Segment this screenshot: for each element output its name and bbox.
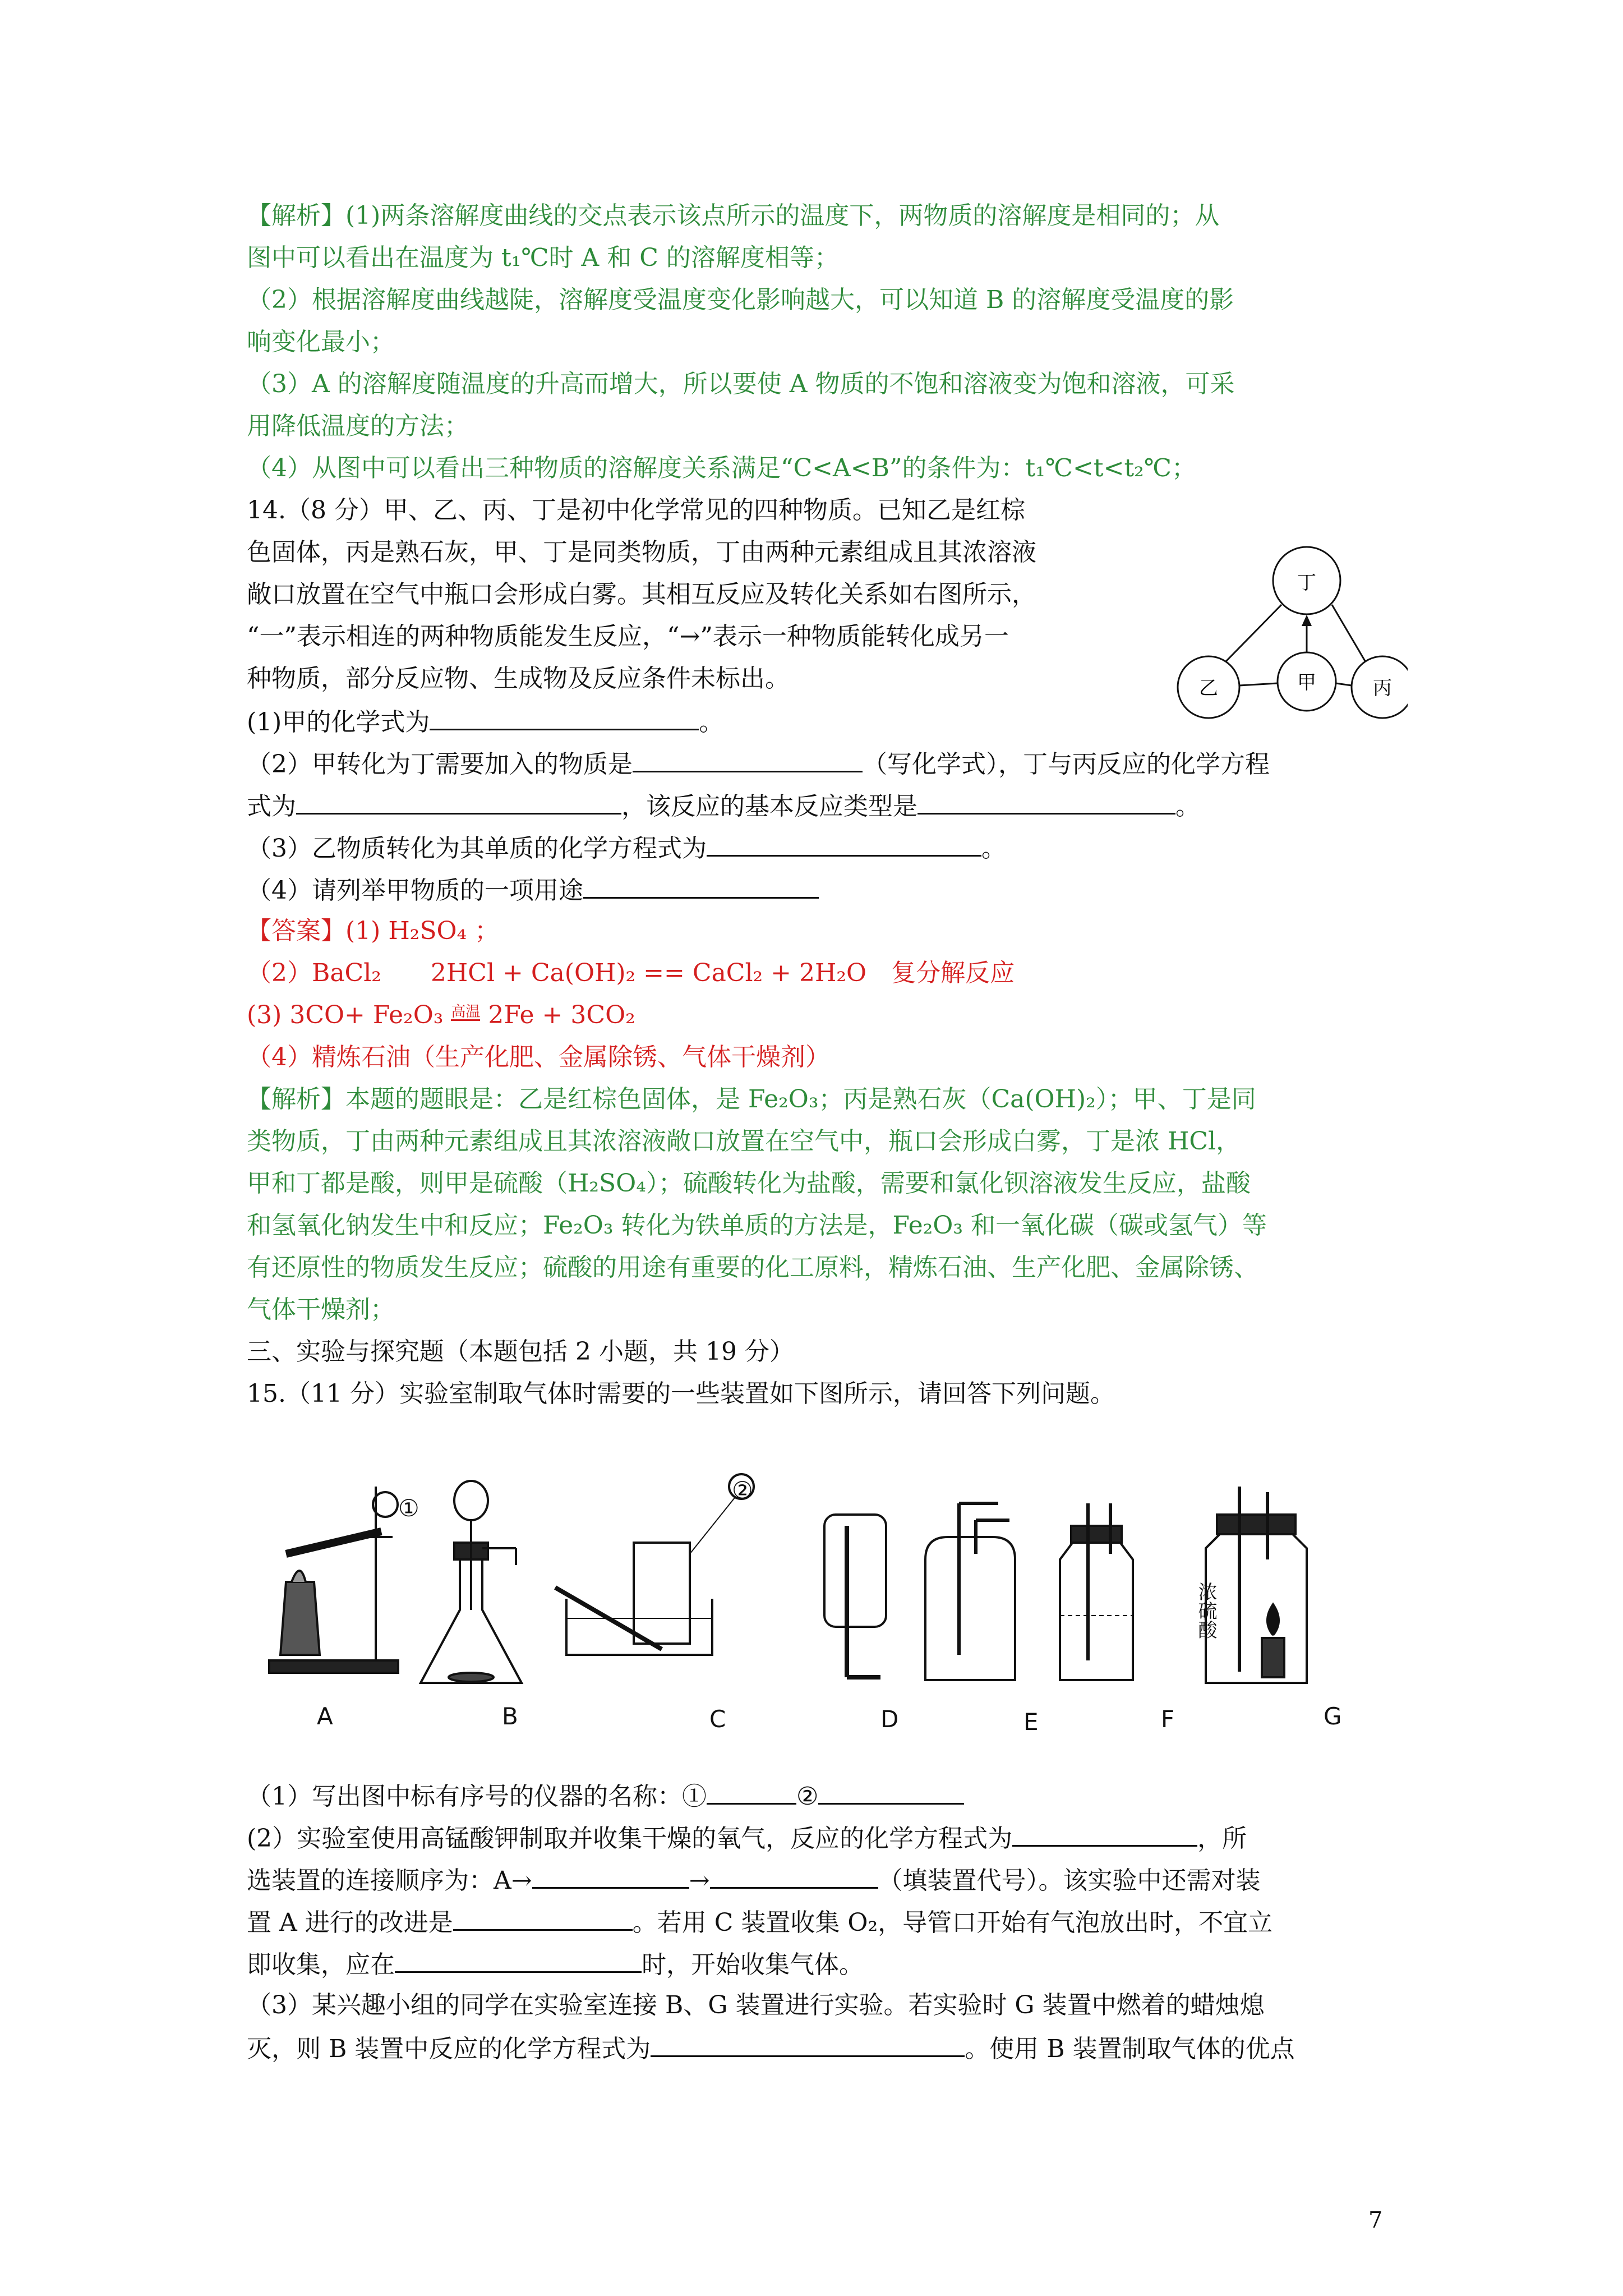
q15-part2-text2: ，所 <box>1197 1824 1247 1853</box>
answer-blank[interactable] <box>583 872 819 899</box>
page-number: 7 <box>1368 2207 1383 2233</box>
answer-blank[interactable] <box>395 1947 642 1973</box>
q15-part2-text8: 时，开始收集气体。 <box>642 1950 864 1979</box>
answer-tag: 【答案】 <box>247 917 345 945</box>
label-A: A <box>317 1703 333 1730</box>
apparatus-C <box>555 1474 754 1655</box>
q15-title: 15.（11 分）实验室制取气体时需要的一些装置如下图所示，请回答下列问题。 <box>247 1379 1115 1408</box>
q14-line3: 敞口放置在空气中瓶口会形成白雾。其相互反应及转化关系如右图所示， <box>247 580 1036 609</box>
q15-part1-num2: ② <box>796 1782 819 1811</box>
q15-part1 <box>247 1778 964 1814</box>
answer14-line4: （4）精炼石油（生产化肥、金属除锈、气体干燥剂） <box>247 1043 830 1071</box>
q14-part2-text: （2）甲转化为丁需要加入的物质是 <box>247 750 633 779</box>
answer-blank[interactable] <box>532 1862 689 1889</box>
analysis13-line5: （3）A 的溶解度随温度的升高而增大，所以要使 A 物质的不饱和溶液变为饱和溶液，可采 <box>247 370 1235 398</box>
reaction-condition: 高温 <box>451 1004 481 1020</box>
q14-part2-text4: ，该反应的基本反应类型是 <box>621 792 917 821</box>
node-bing-label: 丙 <box>1373 677 1392 700</box>
q15-part3-line1: （3）某兴趣小组的同学在实验室连接 B、G 装置进行实验。若实验时 G 装置中燃着的蜡烛熄 <box>247 1991 1265 2019</box>
q14-line2: 色固体，丙是熟石灰，甲、丁是同类物质，丁由两种元素组成且其浓溶液 <box>247 538 1036 567</box>
analysis14-line4: 和氢氧化钠发生中和反应；Fe₂O₃ 转化为铁单质的方法是，Fe₂O₃ 和一氧化碳（碳或氢气）等 <box>247 1211 1267 1240</box>
analysis13-line4: 响变化最小； <box>247 328 395 356</box>
q14-part4-text: （4）请列举甲物质的一项用途 <box>247 876 583 905</box>
label-E: E <box>1023 1708 1039 1736</box>
q15-part1-text: （1）写出图中标有序号的仪器的名称：① <box>247 1782 707 1811</box>
answer14-line1 <box>247 914 499 948</box>
label-F: F <box>1161 1705 1175 1733</box>
answer-blank[interactable] <box>453 1904 633 1931</box>
answer-blank[interactable] <box>633 746 863 772</box>
q15-part2-line2 <box>247 1862 1261 1898</box>
conc-acid-label: 浓硫酸 <box>1195 1582 1217 1639</box>
apparatus-D <box>824 1515 886 1677</box>
q14-part4 <box>247 872 819 908</box>
label-B: B <box>502 1703 518 1730</box>
q15-part2-text5: 置 A 进行的改进是 <box>247 1908 453 1937</box>
analysis13-line3: （2）根据溶解度曲线越陡，溶解度受温度变化影响越大，可以知道 B 的溶解度受温度的影 <box>247 286 1234 314</box>
answer14-part3-right: 2Fe + 3CO₂ <box>480 1001 635 1029</box>
q14-part2-cont <box>247 788 1200 823</box>
answer14-line3 <box>247 999 635 1032</box>
q15-part2-arrow: → <box>689 1866 710 1895</box>
q15-part2-text6: 。若用 C 装置收集 O₂，导管口开始有气泡放出时，不宜立 <box>632 1908 1273 1937</box>
apparatus-figure <box>252 1470 1402 1733</box>
q15-part2-line4 <box>247 1947 864 1982</box>
edge-yi-jia <box>1239 683 1278 685</box>
analysis13-line1: 【解析】(1)两条溶解度曲线的交点表示该点所示的温度下，两物质的溶解度是相同的；从 <box>247 201 1220 230</box>
edge-jia-bing <box>1336 683 1352 685</box>
node-ding-label: 丁 <box>1297 572 1316 594</box>
answer-blank[interactable] <box>430 704 699 730</box>
q15-part2-text7: 即收集，应在 <box>247 1950 395 1979</box>
answer-blank[interactable] <box>707 1778 796 1805</box>
q14-line4: “一”表示相连的两种物质能发生反应，“→”表示一种物质能转化成另一 <box>247 622 1009 651</box>
q14-part2 <box>247 746 1270 781</box>
analysis13-line7: （4）从图中可以看出三种物质的溶解度关系满足“C<A<B”的条件为：t₁℃<t<t₂℃； <box>247 454 1196 482</box>
q14-line1: 14.（8 分）甲、乙、丙、丁是初中化学常见的四种物质。已知乙是红棕 <box>247 496 1025 524</box>
apparatus-B <box>421 1481 522 1683</box>
analysis13-line2: 图中可以看出在温度为 t₁℃时 A 和 C 的溶解度相等； <box>247 243 839 272</box>
q14-relation-diagram <box>1172 539 1408 724</box>
q14-part2-text2: （写化学式），丁与丙反应的化学方程 <box>863 750 1270 779</box>
node-yi-label: 乙 <box>1199 677 1218 700</box>
section-heading: 三、实验与探究题（本题包括 2 小题，共 19 分） <box>247 1337 794 1366</box>
label-D: D <box>880 1705 899 1733</box>
q14-part1-end: 。 <box>699 708 724 737</box>
analysis14-line2: 类物质，丁由两种元素组成且其浓溶液敞口放置在空气中，瓶口会形成白雾，丁是浓 HCl， <box>247 1127 1241 1156</box>
q14-part2-text3: 式为 <box>247 792 296 821</box>
answer-blank[interactable] <box>707 830 981 857</box>
apparatus-E <box>925 1503 1015 1680</box>
q15-part2-text3: 选装置的连接顺序为：A→ <box>247 1866 532 1895</box>
q15-part3-line2 <box>247 2031 1295 2066</box>
q14-part1 <box>247 704 723 739</box>
q15-part3-text2: 。使用 B 装置制取气体的优点 <box>965 2035 1295 2063</box>
answer-blank[interactable] <box>818 1778 964 1805</box>
analysis13-line6: 用降低温度的方法； <box>247 412 469 440</box>
answer14-part3-left: (3) 3CO+ Fe₂O₃ <box>247 1001 451 1029</box>
answer14-line2: （2）BaCl₂ 2HCl + Ca(OH)₂ == CaCl₂ + 2H₂O 复分解反应 <box>247 959 1015 987</box>
label-G: G <box>1324 1703 1342 1730</box>
num2-label: ② <box>732 1476 753 1504</box>
q14-part1-text: (1)甲的化学式为 <box>247 708 430 737</box>
analysis14-line5: 有还原性的物质发生反应；硫酸的用途有重要的化工原料，精炼石油、生产化肥、金属除锈、 <box>247 1253 1258 1282</box>
answer-blank[interactable] <box>651 2031 965 2057</box>
analysis14-line1: 【解析】本题的题眼是：乙是红棕色固体，是 Fe₂O₃；丙是熟石灰（Ca(OH)₂）；甲、丁是同 <box>247 1085 1256 1114</box>
answer-blank[interactable] <box>1012 1820 1197 1847</box>
q15-part2-text4: （填装置代号）。该实验中还需对装 <box>878 1866 1261 1895</box>
q15-part3-text: 灭，则 B 装置中反应的化学方程式为 <box>247 2035 651 2063</box>
node-jia-label: 甲 <box>1297 671 1316 694</box>
apparatus-F <box>1060 1503 1133 1680</box>
answer14-part1: (1) H₂SO₄ ； <box>345 917 500 945</box>
analysis14-line6: 气体干燥剂； <box>247 1295 395 1324</box>
apparatus-A <box>269 1487 398 1673</box>
q14-part3-text: （3）乙物质转化为其单质的化学方程式为 <box>247 834 707 863</box>
label-C: C <box>709 1705 726 1733</box>
edge-ding-bing <box>1332 605 1366 662</box>
arrow-head-icon <box>1302 615 1312 626</box>
answer-blank[interactable] <box>296 788 621 815</box>
analysis14-line3: 甲和丁都是酸，则甲是硫酸（H₂SO₄）；硫酸转化为盐酸，需要和氯化钡溶液发生反应，盐酸 <box>247 1169 1251 1198</box>
q15-part2-text: (2）实验室使用高锰酸钾制取并收集干燥的氧气，反应的化学方程式为 <box>247 1824 1013 1853</box>
q15-part2-line1 <box>247 1820 1247 1856</box>
num1-label: ① <box>398 1494 419 1522</box>
q14-part3 <box>247 830 1006 866</box>
apparatus-G <box>1206 1487 1307 1683</box>
answer-blank[interactable] <box>917 788 1175 815</box>
edge-yi-ding <box>1225 605 1281 662</box>
q14-part3-end: 。 <box>981 834 1006 863</box>
q14-part2-end: 。 <box>1175 792 1200 821</box>
q15-part2-line3 <box>247 1904 1272 1940</box>
answer-blank[interactable] <box>710 1862 878 1889</box>
q14-line5: 种物质，部分反应物、生成物及反应条件未标出。 <box>247 664 790 693</box>
